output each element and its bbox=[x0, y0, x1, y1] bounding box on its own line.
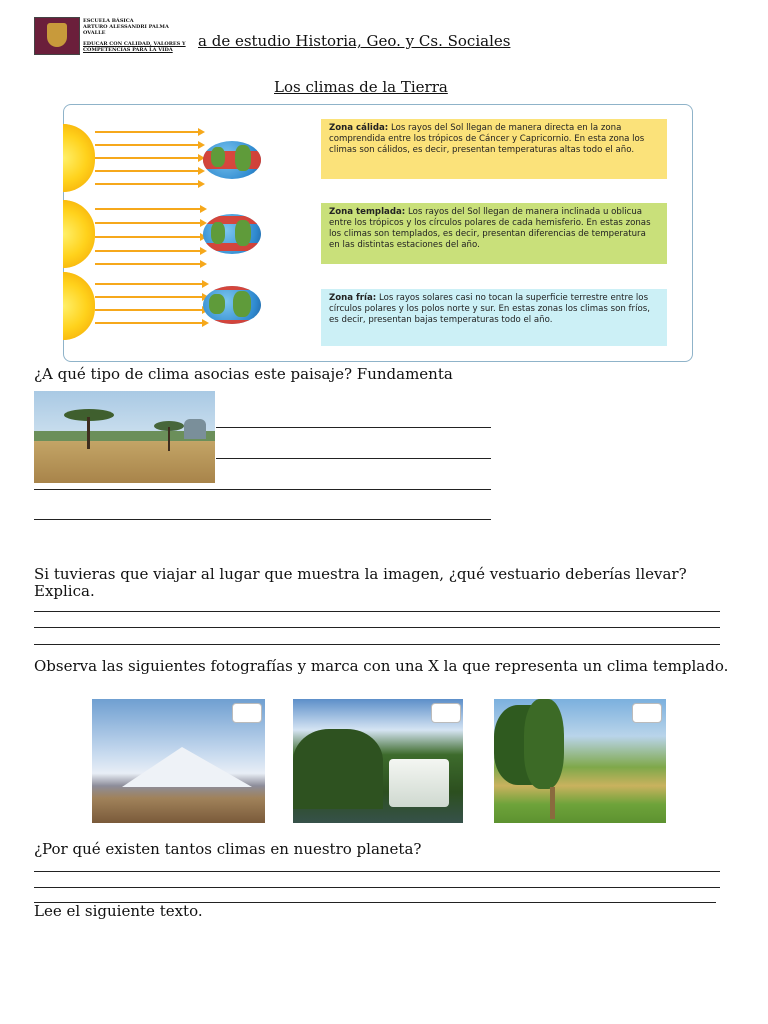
answer-line[interactable] bbox=[34, 611, 720, 612]
answer-line[interactable] bbox=[34, 887, 720, 888]
globe-icon bbox=[203, 214, 261, 254]
zone-fria-text: Los rayos solares casi no tocan la superficie terrestre entre los círculos polares y los polos norte y sur. En estas zonas los climas son fríos, es decir, presentan bajas temperaturas todo el año. bbox=[329, 293, 650, 325]
zone-calida-box bbox=[321, 119, 667, 179]
zone-templada-box bbox=[321, 203, 667, 264]
answer-line[interactable] bbox=[34, 871, 720, 872]
photo-2-checkbox[interactable] bbox=[431, 703, 461, 723]
photo-3-checkbox[interactable] bbox=[632, 703, 662, 723]
question-2: Si tuvieras que viajar al lugar que muestra la imagen, ¿qué vestuario deberías llevar? Explica. bbox=[34, 565, 687, 600]
school-motto: EDUCAR CON CALIDAD, VALORES Y COMPETENCIAS PARA LA VIDA bbox=[83, 41, 186, 53]
zone-fria-box bbox=[321, 289, 667, 346]
zone-calida-name: Zona cálida: bbox=[329, 123, 389, 133]
globe-icon bbox=[203, 286, 261, 324]
answer-line[interactable] bbox=[216, 458, 491, 459]
section-title: Los climas de la Tierra bbox=[274, 78, 448, 96]
answer-line[interactable] bbox=[34, 519, 491, 520]
question-5: Lee el siguiente texto. bbox=[34, 902, 203, 920]
photo-1-checkbox[interactable] bbox=[232, 703, 262, 723]
savanna-photo bbox=[34, 391, 215, 483]
zone-fria-name: Zona fría: bbox=[329, 293, 377, 303]
answer-line[interactable] bbox=[34, 627, 720, 628]
zone-calida-text: Los rayos del Sol llegan de manera directa en la zona comprendida entre los trópicos de Cáncer y Capricornio. En esta zona los climas son cálidos, es decir, presentan temperaturas altas todo el año. bbox=[329, 123, 645, 155]
question-1: ¿A qué tipo de clima asocias este paisaje? Fundamenta bbox=[34, 365, 453, 383]
answer-line[interactable] bbox=[216, 427, 491, 428]
answer-line[interactable] bbox=[34, 489, 491, 490]
zone-templada-text: Los rayos del Sol llegan de manera inclinada u oblicua entre los trópicos y los círculos polares de cada hemisferio. En estas zonas los climas son templados, es decir, presentan diferencias de temperatura en las distintas estaciones del año. bbox=[329, 207, 651, 250]
question-4: ¿Por qué existen tantos climas en nuestro planeta? bbox=[34, 840, 422, 858]
globe-icon bbox=[203, 141, 261, 179]
question-3: Observa las siguientes fotografías y marca con una X la que representa un clima templado. bbox=[34, 657, 729, 675]
zone-templada-name: Zona templada: bbox=[329, 207, 406, 217]
page-title: a de estudio Historia, Geo. y Cs. Sociales bbox=[198, 32, 511, 50]
school-logo bbox=[34, 17, 80, 55]
school-name: ESCUELA BÁSICA ARTURO ALESSANDRI PALMA OVALLE bbox=[83, 18, 169, 36]
answer-line[interactable] bbox=[34, 644, 720, 645]
